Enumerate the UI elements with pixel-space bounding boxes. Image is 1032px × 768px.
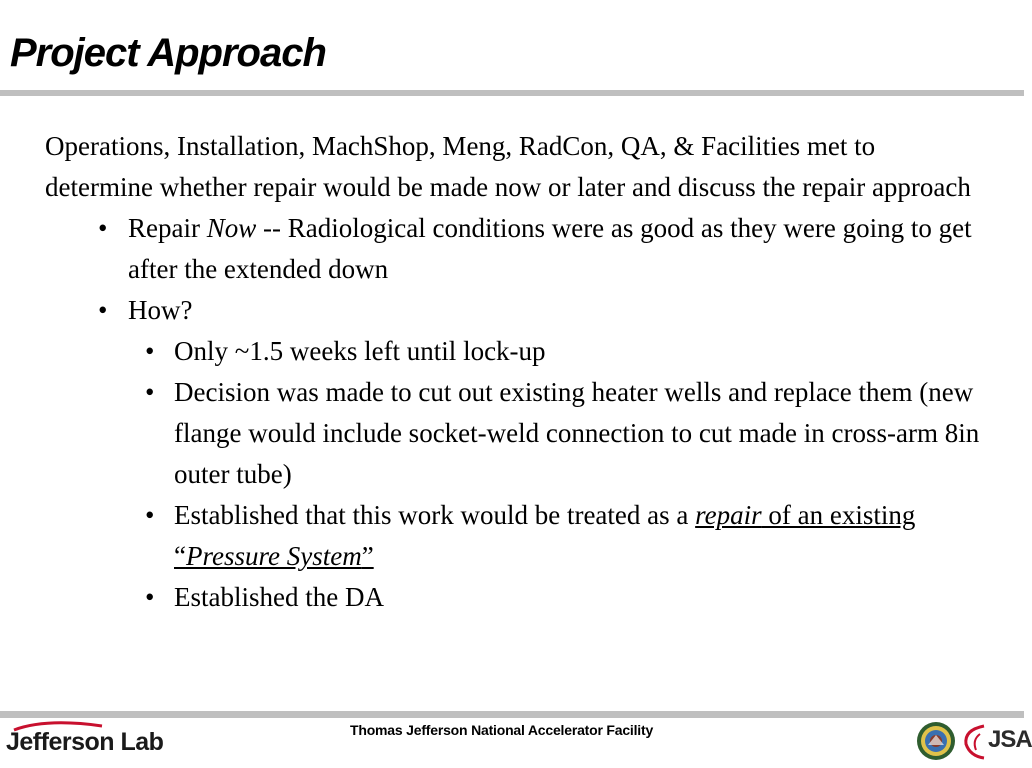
facility-name: Thomas Jefferson National Accelerator Facility [350, 722, 654, 738]
bullet-repair-now [45, 208, 985, 290]
sub-bullet-time-left [45, 331, 985, 372]
bullet-list [45, 208, 985, 618]
slide-title: Project Approach [10, 31, 326, 75]
classification-prefix: Established that this work would be treated as a [174, 500, 696, 530]
doe-seal-icon [916, 721, 956, 761]
pressure-system-word: Pressure System [185, 541, 362, 571]
of-an-existing: of an existing “ [174, 500, 916, 571]
bullet-marker: • [145, 377, 155, 407]
intro-paragraph: Operations, Installation, MachShop, Meng, RadCon, QA, & Facilities met to determine whether repair would be made now or later and discuss the repair approach [45, 131, 971, 202]
repair-now-prefix: Repair [128, 213, 207, 243]
repair-now-rest: -- Radiological conditions were as good as they were going to get after the extended down [128, 213, 972, 284]
slide-body [45, 126, 985, 618]
bullet-marker: • [98, 295, 108, 325]
sub-bullet-text: Only ~1.5 weeks left until lock-up [174, 336, 546, 366]
sub-bullet-decision [45, 372, 985, 495]
sub-bullet-text: Established the DA [174, 582, 384, 612]
bullet-marker: • [145, 582, 155, 612]
repair-word: repair [695, 500, 762, 530]
bullet-how [45, 290, 985, 331]
jsa-logo-text: JSA [988, 726, 1032, 753]
bullet-marker: • [98, 213, 108, 243]
closing-quote: ” [361, 541, 374, 571]
title-divider [0, 90, 1024, 96]
repair-now-emphasis: Now [206, 213, 257, 243]
bullet-marker: • [145, 336, 155, 366]
sub-bullet-repair-classification [45, 495, 985, 577]
sub-bullet-da [45, 577, 985, 618]
how-label: How? [128, 295, 193, 325]
lab-logo-text: Jefferson Lab [6, 728, 164, 756]
sub-bullet-text: Decision was made to cut out existing heater wells and replace them (new flange would include socket-weld connection to cut made in cross-arm 8in outer tube) [174, 377, 980, 489]
bullet-marker: • [145, 500, 155, 530]
